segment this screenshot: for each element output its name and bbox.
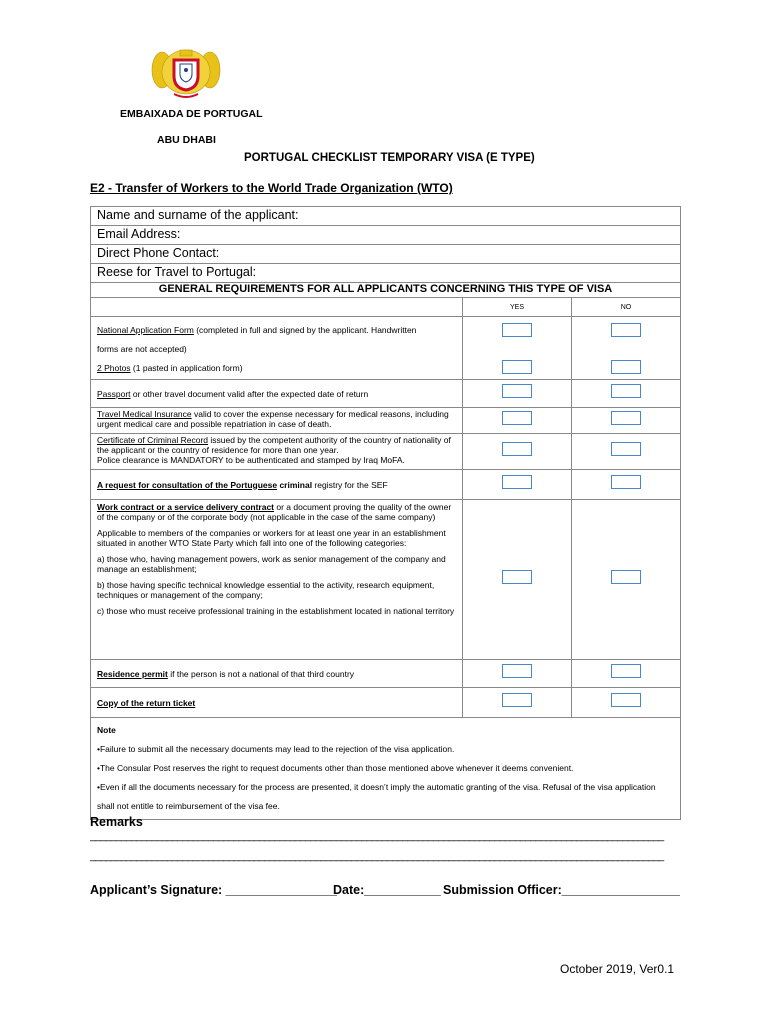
no-checkbox[interactable] [611, 475, 641, 489]
yes-column-header: YES [463, 298, 572, 317]
document-title: PORTUGAL CHECKLIST TEMPORARY VISA (E TYPE) [244, 152, 535, 164]
requirement-title: Travel Medical Insurance [97, 409, 192, 419]
embassy-city: ABU DHABI [157, 134, 216, 146]
requirement-text [91, 470, 463, 500]
requirement-text [91, 434, 463, 470]
requirement-detail: or a document proving the quality of the owner of the company or of the corporate body (not applicable in the case of the same company) [97, 502, 452, 522]
no-checkbox[interactable] [611, 442, 641, 456]
requirement-text [91, 688, 463, 718]
no-checkbox[interactable] [611, 411, 641, 425]
remarks-line[interactable]: ________________________________________________________________________________________________________________ [90, 830, 664, 842]
requirement-title: Certificate of Criminal Record [97, 435, 209, 445]
no-cell [572, 380, 681, 408]
requirement-detail: registry for the SEF [312, 479, 388, 490]
document-version: October 2019, Ver0.1 [560, 962, 675, 976]
date-field[interactable]: Date:___________ [333, 883, 441, 897]
no-cell [572, 434, 681, 470]
requirement-row-application-form [91, 317, 681, 380]
requirement-detail: if the person is not a national of that third country [167, 668, 355, 679]
yes-cell [463, 470, 572, 500]
requirement-text [91, 500, 463, 660]
yes-checkbox[interactable] [502, 323, 532, 337]
no-column-header: NO [572, 298, 681, 317]
yes-cell [463, 500, 572, 660]
note-title: Note [97, 725, 116, 735]
travel-reason-field[interactable]: Reese for Travel to Portugal: [91, 264, 681, 283]
yes-cell [463, 688, 572, 718]
yes-checkbox[interactable] [502, 475, 532, 489]
requirement-title: Work contract or a service delivery contract [97, 502, 275, 512]
requirement-text [91, 660, 463, 688]
yes-checkbox[interactable] [502, 360, 532, 374]
requirement-detail: forms are not accepted) [97, 344, 187, 354]
requirement-title: Passport [97, 388, 131, 399]
remarks-line[interactable]: ________________________________________________________________________________________________________________ [90, 850, 664, 862]
embassy-name: EMBAIXADA DE PORTUGAL [120, 108, 263, 120]
requirement-text [91, 408, 463, 434]
no-checkbox[interactable] [611, 570, 641, 584]
yes-cell [463, 380, 572, 408]
requirement-detail: criminal [277, 479, 313, 490]
requirement-detail: issued by the competent authority of the country of nationality of the applicant or the country of residence for more than one year. [97, 435, 451, 455]
no-cell [572, 317, 681, 380]
applicant-email-field[interactable]: Email Address: [91, 226, 681, 245]
document-subtitle: E2 - Transfer of Workers to the World Trade Organization (WTO) [90, 181, 453, 195]
yes-checkbox[interactable] [502, 411, 532, 425]
yes-cell [463, 660, 572, 688]
no-checkbox[interactable] [611, 360, 641, 374]
requirement-title: National Application Form [97, 325, 194, 335]
note-item: •Even if all the documents necessary for the process are presented, it doesn’t imply the automatic granting of the visa. Refusal of the visa application shall not entitle to reimbursement of the visa fee. [97, 782, 656, 811]
note-item: •Failure to submit all the necessary documents may lead to the rejection of the visa application. [97, 744, 455, 754]
no-checkbox[interactable] [611, 384, 641, 398]
requirement-title: 2 Photos [97, 363, 131, 373]
remarks-label: Remarks [90, 815, 143, 829]
requirement-row-insurance [91, 408, 681, 434]
yes-checkbox[interactable] [502, 664, 532, 678]
yes-cell [463, 408, 572, 434]
no-checkbox[interactable] [611, 323, 641, 337]
requirement-text [91, 317, 463, 380]
coat-of-arms-logo [150, 44, 222, 100]
requirement-detail: (1 pasted in application form) [130, 363, 243, 373]
requirement-detail: c) those who must receive professional training in the establishment located in national territory [97, 606, 455, 616]
yes-cell [463, 434, 572, 470]
applicant-name-field[interactable]: Name and surname of the applicant: [91, 207, 681, 226]
note-item: •The Consular Post reserves the right to request documents other than those mentioned above whenever it deems convenient. [97, 763, 574, 773]
no-cell [572, 688, 681, 718]
requirement-text [91, 380, 463, 408]
no-cell [572, 500, 681, 660]
requirement-row-residence-permit [91, 660, 681, 688]
no-cell [572, 660, 681, 688]
applicant-phone-field[interactable]: Direct Phone Contact: [91, 245, 681, 264]
requirement-detail: valid to cover the expense necessary for medical reasons, including urgent medical care and possible repatriation in case of death. [97, 409, 449, 429]
yes-checkbox[interactable] [502, 570, 532, 584]
no-cell [572, 470, 681, 500]
requirement-detail: b) those having specific technical knowledge essential to the activity, research equipment, techniques or management of the company; [97, 580, 435, 600]
note-box [91, 718, 681, 820]
no-checkbox[interactable] [611, 664, 641, 678]
requirement-detail: Applicable to members of the companies or workers for at least one year in an establishment situated in another WTO State Party which fall into one of the following categories: [97, 528, 446, 548]
yes-cell [463, 317, 572, 380]
requirement-row-criminal-consultation [91, 470, 681, 500]
checklist-table [90, 206, 681, 820]
requirement-row-criminal-record [91, 434, 681, 470]
requirement-detail: Police clearance is MANDATORY to be authenticated and stamped by Iraq MoFA. [97, 455, 405, 465]
requirement-column-header [91, 298, 463, 317]
requirement-row-passport [91, 380, 681, 408]
general-requirements-title: GENERAL REQUIREMENTS FOR ALL APPLICANTS CONCERNING THIS TYPE OF VISA [91, 283, 681, 298]
requirement-title: Residence permit [97, 668, 168, 679]
requirement-detail: (completed in full and signed by the applicant. Handwritten [193, 325, 417, 335]
requirement-row-return-ticket [91, 688, 681, 718]
yes-checkbox[interactable] [502, 693, 532, 707]
requirement-title: Copy of the return ticket [97, 697, 196, 708]
applicant-signature-field[interactable]: Applicant’s Signature: ________________ [90, 883, 337, 897]
no-checkbox[interactable] [611, 693, 641, 707]
yes-checkbox[interactable] [502, 384, 532, 398]
submission-officer-field[interactable]: Submission Officer:_________________ [443, 883, 680, 897]
requirement-detail: a) those who, having management powers, work as senior management of the company and manage an establishment; [97, 554, 446, 574]
yes-checkbox[interactable] [502, 442, 532, 456]
no-cell [572, 408, 681, 434]
requirement-row-work-contract [91, 500, 681, 660]
requirement-title: A request for consultation of the Portuguese [97, 479, 278, 490]
requirement-detail: or other travel document valid after the expected date of return [130, 388, 369, 399]
